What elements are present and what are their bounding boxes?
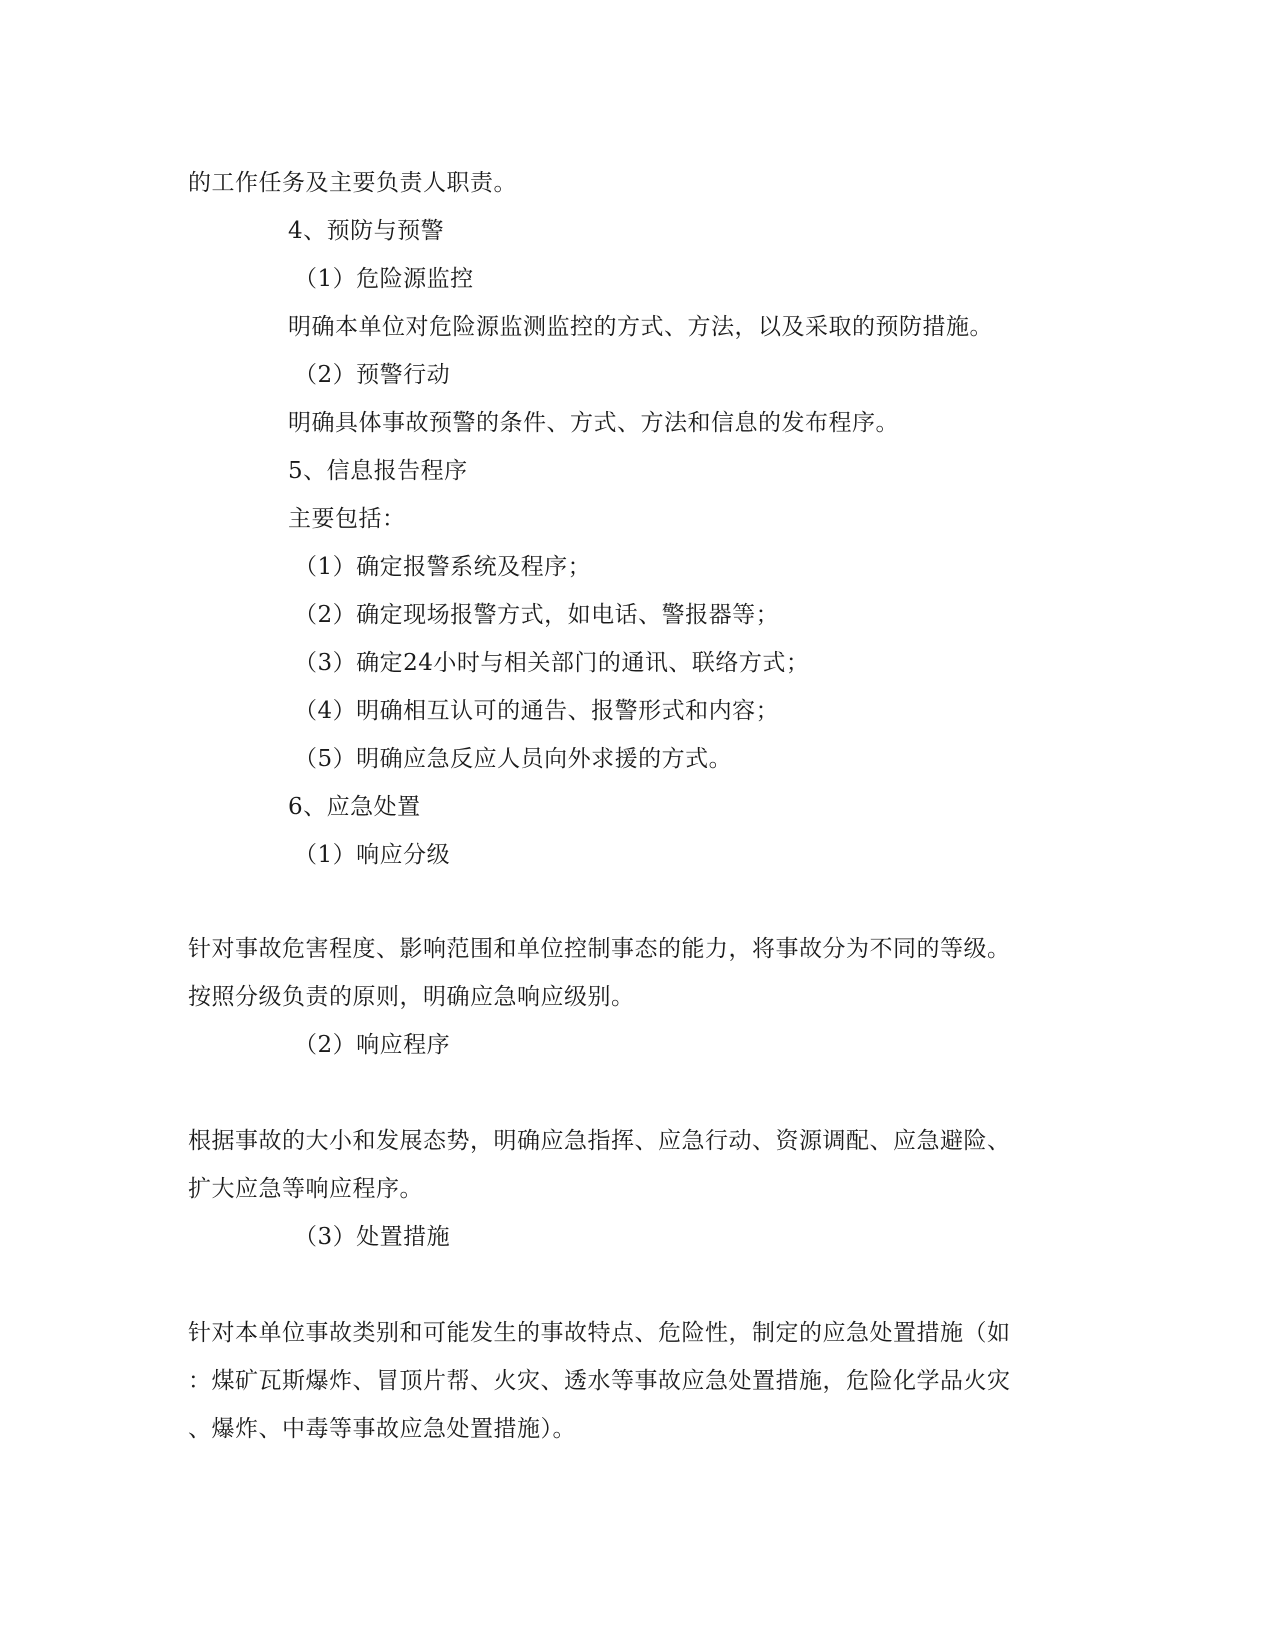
body-text-line: 、爆炸、中毒等事故应急处置措施）。 xyxy=(188,1416,576,1442)
body-text-line: 针对事故危害程度、影响范围和单位控制事态的能力，将事故分为不同的等级。 xyxy=(188,936,1011,962)
body-text-line: 按照分级负责的原则，明确应急响应级别。 xyxy=(188,984,635,1010)
body-text-line: 的工作任务及主要负责人职责。 xyxy=(188,170,517,196)
subsection-heading: （1）危险源监控 xyxy=(294,266,474,292)
subsection-heading: （3）处置措施 xyxy=(294,1224,451,1250)
section-heading-5: 5、信息报告程序 xyxy=(288,458,468,484)
list-item: （5）明确应急反应人员向外求援的方式。 xyxy=(294,746,733,772)
list-item: （3）确定24小时与相关部门的通讯、联络方式； xyxy=(294,650,810,676)
body-text-line: 针对本单位事故类别和可能发生的事故特点、危险性，制定的应急处置措施（如 xyxy=(188,1320,1011,1346)
list-item: （4）明确相互认可的通告、报警形式和内容； xyxy=(294,698,780,724)
subsection-heading: （1）响应分级 xyxy=(294,842,451,868)
body-text-line: 明确本单位对危险源监测监控的方式、方法，以及采取的预防措施。 xyxy=(288,314,993,340)
section-heading-4: 4、预防与预警 xyxy=(288,218,445,244)
subsection-heading: （2）预警行动 xyxy=(294,362,451,388)
section-heading-6: 6、应急处置 xyxy=(288,794,421,820)
body-text-line: 根据事故的大小和发展态势，明确应急指挥、应急行动、资源调配、应急避险、 xyxy=(188,1128,1011,1154)
list-item: （2）确定现场报警方式，如电话、警报器等； xyxy=(294,602,780,628)
body-text-line: ：煤矿瓦斯爆炸、冒顶片帮、火灾、透水等事故应急处置措施，危险化学品火灾 xyxy=(188,1368,1011,1394)
body-text-line: 主要包括： xyxy=(288,506,406,532)
subsection-heading: （2）响应程序 xyxy=(294,1032,451,1058)
body-text-line: 扩大应急等响应程序。 xyxy=(188,1176,423,1202)
list-item: （1）确定报警系统及程序； xyxy=(294,554,592,580)
body-text-line: 明确具体事故预警的条件、方式、方法和信息的发布程序。 xyxy=(288,410,899,436)
